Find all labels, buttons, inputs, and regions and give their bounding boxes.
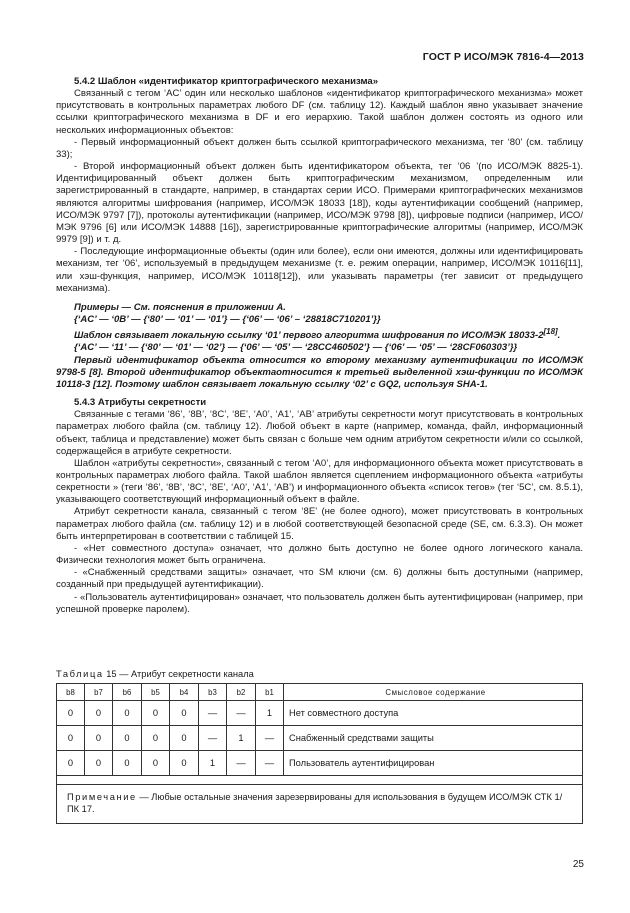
note-label: Примечание: [67, 792, 137, 802]
table-cell: —: [256, 751, 284, 776]
example-code: {‘AC’ — ‘11’ — {‘80’ — ‘01’ — ‘02’} — {‘06’ — ‘05’ — ‘28CC460502’} — {‘06’ — ‘05’ — ‘28CF060303’}}: [74, 342, 518, 354]
header-cell: b6: [113, 684, 142, 701]
list-item: - Последующие информационные объекты (один или более), если они имеются, должны или идентифицировать механизм, тег ‘06’, используемый в предыдущем механизме (т. е. режим операции, например, ИСО/МЭК 10116[11], или хэш-функция, например, ИСО/МЭК 10118[12]), или указывать параметры (тег зависит от предыдущего механизма).: [56, 246, 583, 294]
page-number: 25: [572, 859, 584, 870]
table-cell: 0: [142, 701, 170, 726]
table-cell: 0: [85, 726, 113, 751]
example-code: {‘AC’ — ‘0B’ — {‘80’ — ‘01’ — ‘01’} — {‘06’ — ‘06’ – ‘28818C710201’}}: [74, 313, 381, 325]
table-cell: 1: [227, 726, 256, 751]
table-cell: —: [199, 726, 227, 751]
table-cell: —: [256, 726, 284, 751]
table-header-row: [57, 684, 583, 701]
paragraph: Связанный с тегом ‘AC’ один или несколько шаблонов «идентификатор криптографического механизма» может присутствовать в контрольных параметрах любого DF (см. таблицу 12). Каждый шаблон явно указывает значение ссылки криптографического механизма в DF и его иерархию. Такой шаблон должен состоять из одного или нескольких информационных объектов:: [56, 88, 583, 136]
table-cell: —: [227, 701, 256, 726]
table-cell: 0: [170, 751, 199, 776]
table-cell: 0: [57, 751, 85, 776]
header-cell: b4: [170, 684, 199, 701]
table-caption-label: Таблица: [56, 669, 104, 679]
table-cell: —: [199, 701, 227, 726]
header-cell: b5: [142, 684, 170, 701]
example-text-end: .: [557, 330, 561, 342]
section-heading-5-4-3: 5.4.3 Атрибуты секретности: [74, 397, 207, 409]
table-note: [57, 785, 583, 824]
table-cell: 1: [256, 701, 284, 726]
example-text: [56, 326, 583, 342]
table-row: [57, 701, 583, 726]
paragraph: Шаблон «атрибуты секретности», связанный с тегом ‘A0’, для информационного объекта может присутствовать в контрольных параметрах любого файла. Такой шаблон является сцеплением информационного объекта «атрибуты секретности » (теги ‘86’, ‘8B’, ‘8C’, ‘8E’, ‘A0’, ‘A1’, ‘AB’) и информационного объекта «список тегов» (тег ‘5C’, см. 8.5.1), указывающего соответствующий информационный объект в файле.: [56, 457, 583, 506]
table-caption-text: 15 — Атрибут секретности канала: [106, 669, 254, 679]
channel-security-table: [56, 683, 583, 824]
spacer-cell: [57, 776, 583, 785]
table-cell: 0: [170, 726, 199, 751]
table-cell-meaning: Нет совместного доступа: [284, 701, 583, 726]
table-caption: [56, 669, 254, 679]
list-item: - Первый информационный объект должен быть ссылкой криптографического механизма, тег ‘80’ (см. таблицу 33);: [56, 136, 583, 160]
table-cell: 0: [57, 701, 85, 726]
header-cell: b3: [199, 684, 227, 701]
page-content: [56, 76, 583, 616]
table-cell-meaning: Пользователь аутентифицирован: [284, 751, 583, 776]
table-cell: 0: [57, 726, 85, 751]
list-item: - «Снабженный средствами защиты» означает, что SM ключи (см. 6) должны быть доступными (например, созданный при предыдущей аутентификации).: [56, 567, 583, 591]
paragraph: Связанные с тегами ‘86’, ‘8B’, ‘8C’, ‘8E’, ‘A0’, ‘A1’, ‘AB’ атрибуты секретности могут присутствовать в контрольных параметрах любого файла (см. таблицу 12). Любой объект в карте (например, команда, файл, информационный объект, таблица и представление) может быть связан с больше чем одним атрибутом секретности и/или со ссылкой, содержащейся в атрибуте секретности.: [56, 409, 583, 457]
table-cell-meaning: Снабженный средствами защиты: [284, 726, 583, 751]
table-row: [57, 751, 583, 776]
table-cell: 0: [85, 701, 113, 726]
example-reference: [18]: [543, 327, 558, 337]
example-text-main: Шаблон связывает локальную ссылку ‘01’ первого алгоритма шифрования по ИСО/МЭК 18033-2: [74, 330, 544, 342]
table-cell: 0: [142, 751, 170, 776]
header-cell-meaning: Смысловое содержание: [284, 684, 583, 701]
list-item: - Второй информационный объект должен быть идентификатором объекта, тег ‘06 ’(по ИСО/МЭК 8825-1). Идентифицированный объект должен быть криптографическим механизмом, определенным или зарегистрированный в стандарте, например, в стандартах серии ИСО. Примерами криптографических механизмов являются алгоритмы шифрования (например, ИСО/МЭК 18033 [18]), коды аутентификации сообщений (например, ИСО/МЭК 9797 [7]), протоколы аутентификации (например, ИСО/МЭК 9798 [8]), цифровые подписи (например, ИСО/МЭК 9796 [6] или ИСО/МЭК 14888 [16]), зарегистрированные криптографические алгоритмы (например, ИСО/МЭК 9979 [9]) и т. д.: [56, 161, 583, 246]
note-text: — Любые остальные значения зарезервированы для использования в будущем ИСО/МЭК СТК 1/ПК 17.: [67, 792, 563, 814]
table-note-row: [57, 785, 583, 824]
paragraph: Атрибут секретности канала, связанный с тегом ‘8E’ (не более одного), может присутствовать в контрольных параметрах любого файла (см. таблицу 12) и в любой соответствующей безопасной среде (SE, см. 6.3.3). Он может быть интерпретирован в соответствии с таблицей 15.: [56, 506, 583, 542]
table-cell: 0: [113, 726, 142, 751]
table-cell: 0: [113, 701, 142, 726]
header-cell: b7: [85, 684, 113, 701]
table-cell: 0: [85, 751, 113, 776]
table-cell: 0: [170, 701, 199, 726]
examples-block: [56, 302, 583, 391]
table-cell: 0: [113, 751, 142, 776]
table-row: [57, 726, 583, 751]
header-cell: b1: [256, 684, 284, 701]
document-header: ГОСТ Р ИСО/МЭК 7816-4—2013: [422, 51, 584, 63]
list-item: - «Нет совместного доступа» означает, что должно быть доступно не более одного логического канала. Физически технология может быть ограничена.: [56, 542, 583, 567]
table-spacer-row: [57, 776, 583, 785]
example-title: Примеры — См. пояснения в приложении А.: [74, 301, 286, 313]
header-cell: b2: [227, 684, 256, 701]
table-cell: 0: [142, 726, 170, 751]
table-cell: 1: [199, 751, 227, 776]
section-heading-5-4-2: 5.4.2 Шаблон «идентификатор криптографического механизма»: [74, 76, 379, 87]
header-cell: b8: [57, 684, 85, 701]
example-text: Первый идентификатор объекта относится ко второму механизму аутентификации по ИСО/МЭК 9798-5 [8]. Второй идентификатор объектаотносится к третьей выделенной хэш-функции по ИСО/МЭК 10118-3 [12]. Поэтому шаблон связывает локальную ссылку ‘02’ с GQ2, используя SHA-1.: [56, 354, 583, 390]
table-cell: —: [227, 751, 256, 776]
list-item: - «Пользователь аутентифицирован» означает, что пользователь должен быть аутентифицирован (например, при успешной проверке паролем).: [56, 591, 583, 615]
